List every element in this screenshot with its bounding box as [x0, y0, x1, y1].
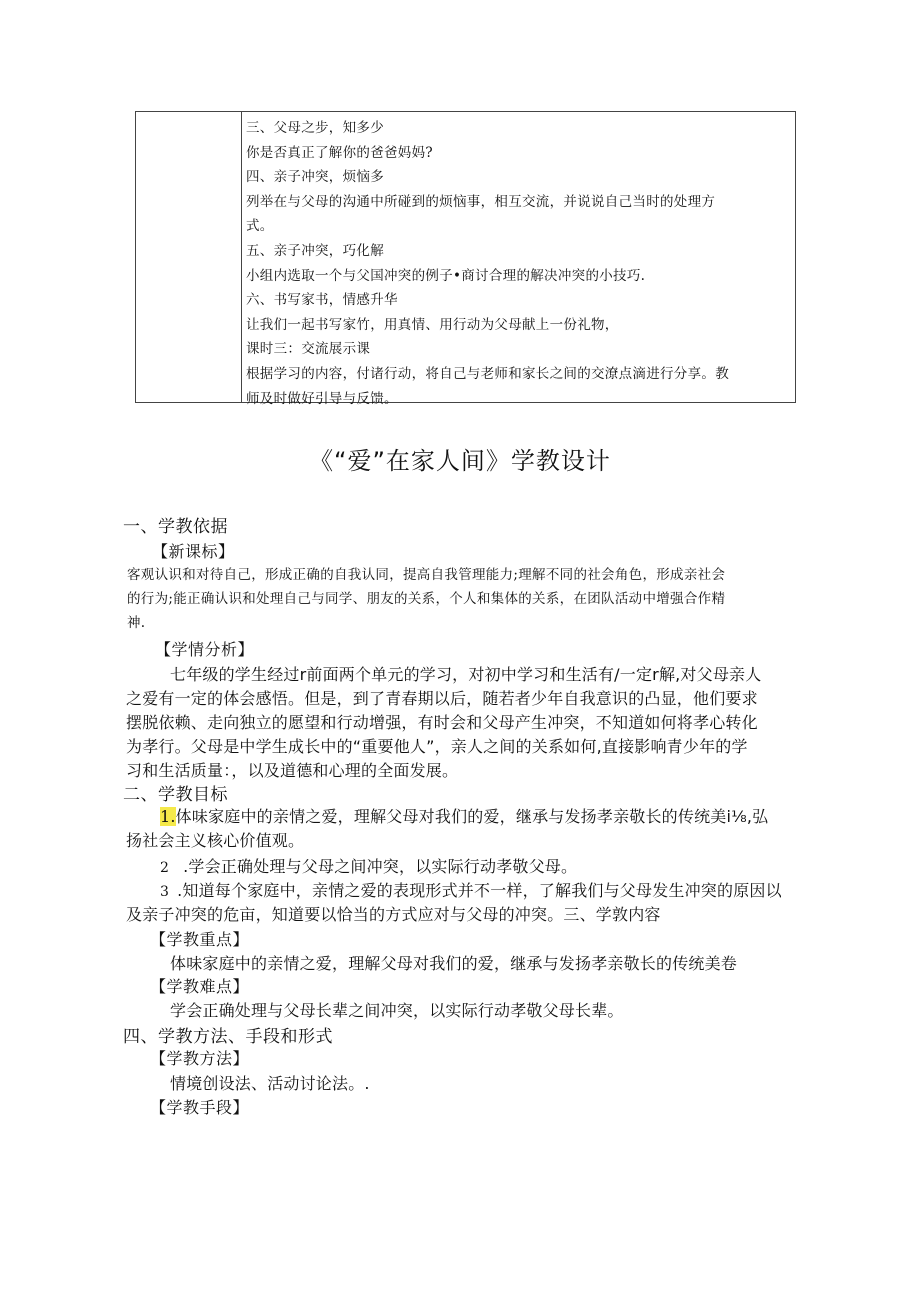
teaching-methods-text: 情境创设法、活动讨论法。. — [170, 1074, 370, 1093]
goal-3-line2: 及亲子冲突的危亩，知道要以恰当的方式应对与父母的冲突。三、学敦内容 — [126, 905, 661, 924]
analysis-line: 之爱有一定的体会感悟。但是，到了青春期以后，随若者少年自我意识的凸显，他们要求 — [126, 689, 758, 708]
label-teaching-means: 【学教手段】 — [150, 1098, 250, 1117]
analysis-line: 习和生活质量：，以及道德和心理的全面发展。 — [126, 761, 459, 780]
document-title: 《“爱”在家人间》学教设计 — [309, 447, 611, 475]
goal-1-line2: 扬社会主义核心价值观。 — [126, 831, 305, 850]
table-line: 让我们一起书写家竹，用真情、用行动为父母献上一份礼物， — [246, 316, 619, 333]
curriculum-line: 神. — [127, 615, 146, 631]
label-key-points: 【学教重点】 — [150, 930, 250, 949]
table-line: 根据学习的内容，付诸行动，将自己与老师和家长之间的交潦点滴进行分享。教 — [246, 365, 729, 382]
table-line: 五、亲子冲突，巧化解 — [246, 242, 384, 259]
table-line: 四、亲子冲突，烦恼多 — [246, 169, 384, 186]
difficult-points-text: 学会正确处理与父母长辈之间冲突，以实际行动孝敬父母长辈。 — [170, 1001, 624, 1020]
curriculum-line: 客观认识和对待自己，形成正确的自我认同，提高自我管理能力;理解不同的社会角色，形成亲社会 — [127, 567, 726, 583]
goal-3-number: 3 — [160, 884, 170, 900]
label-difficult-points: 【学教难点】 — [150, 977, 250, 996]
table-content-cell — [246, 116, 791, 411]
goal-1-text: 体味家庭中的亲情之爱，理解父母对我们的爱，继承与发扬孝亲敬长的传统美i⅛,弘 — [175, 807, 769, 826]
goal-2 — [160, 854, 577, 877]
table-column-divider — [241, 112, 242, 402]
key-points-text: 体味家庭中的亲情之爱，理解父母对我们的爱，继承与发扬孝亲敬长的传统美卷 — [170, 954, 738, 973]
section-heading-goals: 二、学教目标 — [123, 785, 228, 805]
goal-1-number: 1. — [160, 807, 176, 826]
table-line: 课时三：交流展示课 — [246, 341, 371, 358]
table-line: 列举在与父母的沟通中所碰到的烦恼事，相互交流，并说说自己当时的处理方 — [246, 193, 716, 210]
analysis-line: 为孝行。父母是中学生成长中的“重要他人”，亲人之间的关系如何,直接影响青少年的学 — [126, 737, 748, 756]
table-line: 师及时做好引导与反馈。 — [246, 390, 398, 407]
goal-2-number: 2 — [160, 860, 170, 876]
goal-1 — [160, 804, 768, 827]
label-teaching-methods: 【学教方法】 — [150, 1049, 250, 1068]
table-line: 式。 — [246, 218, 274, 235]
curriculum-line: 的行为;能正确认识和处理自己与同学、朋友的关系，个人和集体的关系，在团队活动中增强合作精 — [127, 591, 726, 607]
goal-3-text: .知道每个家庭中，亲情之爱的表现形式并不一样，了解我们与父母发生冲突的原因以 — [177, 881, 782, 900]
table-line: 小组内选取一个与父国冲突的例子•商讨合理的解决冲突的小技巧. — [246, 267, 646, 284]
label-student-analysis: 【学情分析】 — [155, 640, 255, 659]
table-line: 六、书写家书，情感升华 — [246, 292, 398, 309]
lesson-table — [135, 111, 796, 407]
section-heading-basis: 一、学教依据 — [123, 517, 228, 537]
table-line: 三、父母之步，知多少 — [246, 120, 384, 136]
analysis-line: 七年级的学生经过r前面两个单元的学习，对初中学习和生活有/一定r解,对父母亲人 — [170, 665, 762, 684]
label-new-curriculum: 【新课标】 — [152, 542, 235, 561]
analysis-line: 摆脱依赖、走向独立的愿望和行动增强，有时会和父母产生冲突，不知道如何将孝心转化 — [126, 713, 758, 732]
table-line: 你是否真正了解你的爸爸妈妈? — [246, 144, 433, 161]
section-heading-methods: 四、学教方法、手段和形式 — [123, 1027, 333, 1047]
goal-2-text: .学会正确处理与父母之间冲突，以实际行动孝敬父母。 — [183, 857, 578, 876]
goal-3 — [160, 878, 782, 901]
